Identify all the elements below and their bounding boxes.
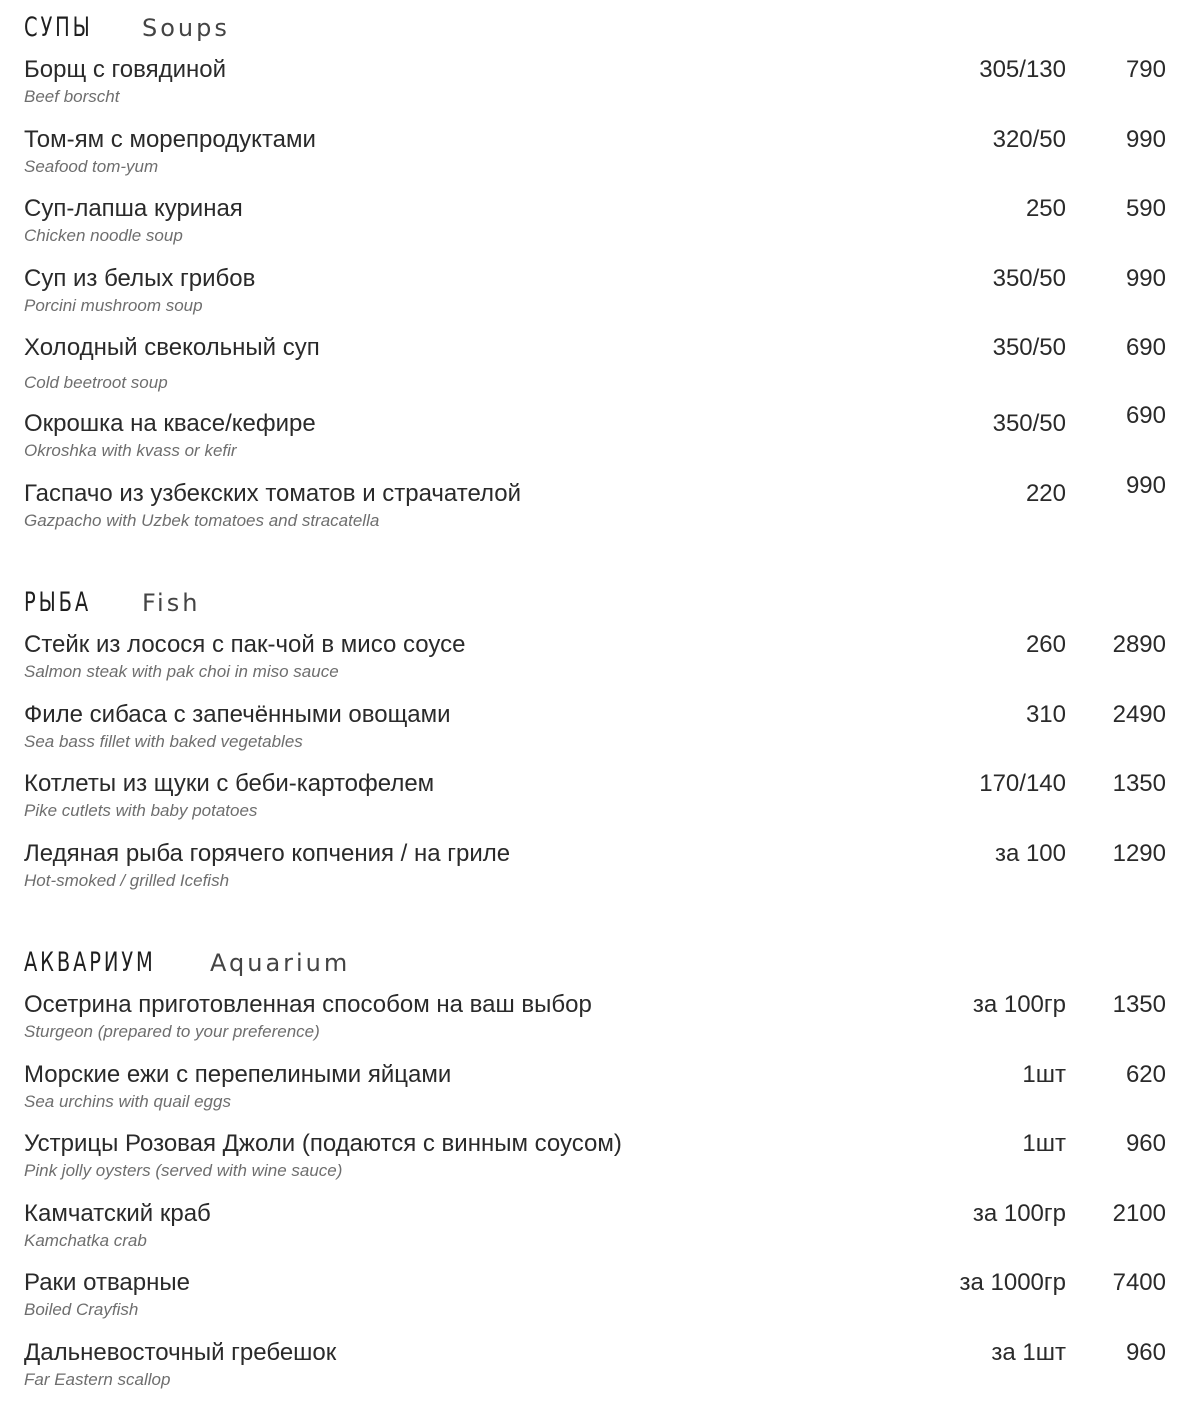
item-price: 990 xyxy=(1126,472,1166,500)
item-name: Борщ с говядиной xyxy=(24,56,226,84)
section-title-ru: СУПЫ xyxy=(24,12,109,43)
menu-item xyxy=(24,122,1166,192)
menu-items xyxy=(24,52,1166,545)
item-name: Котлеты из щуки с беби-картофелем xyxy=(24,770,434,798)
item-name: Суп из белых грибов xyxy=(24,265,255,293)
item-price: 2890 xyxy=(1113,631,1166,659)
item-english-name: Hot-smoked / grilled Icefish xyxy=(24,871,229,891)
section-title-ru: АКВАРИУМ xyxy=(24,947,158,978)
item-price: 7400 xyxy=(1113,1269,1166,1297)
item-name: Холодный свекольный суп xyxy=(24,334,320,362)
item-name: Дальневосточный гребешок xyxy=(24,1339,336,1367)
section-soups xyxy=(24,12,1166,545)
section-title-en: Soups xyxy=(142,14,230,42)
item-name: Осетрина приготовленная способом на ваш выбор xyxy=(24,991,592,1019)
item-weight: 220 xyxy=(1026,480,1066,508)
item-price: 990 xyxy=(1126,126,1166,154)
item-english-name: Pink jolly oysters (served with wine sauce) xyxy=(24,1161,342,1181)
item-name: Морские ежи с перепелиными яйцами xyxy=(24,1061,451,1089)
item-english-name: Beef borscht xyxy=(24,87,119,107)
item-english-name: Cold beetroot soup xyxy=(24,373,168,393)
item-weight: за 1000гр xyxy=(959,1269,1066,1297)
menu-items xyxy=(24,987,1166,1404)
item-english-name: Kamchatka crab xyxy=(24,1231,147,1251)
item-price: 690 xyxy=(1126,334,1166,362)
menu-item xyxy=(24,627,1166,697)
item-weight: 1шт xyxy=(1022,1061,1066,1089)
item-weight: 305/130 xyxy=(979,56,1066,84)
item-english-name: Sturgeon (prepared to your preference) xyxy=(24,1022,320,1042)
item-name: Окрошка на квасе/кефире xyxy=(24,410,316,438)
item-weight: за 100гр xyxy=(973,1200,1066,1228)
menu-item xyxy=(24,1335,1166,1404)
item-price: 590 xyxy=(1126,195,1166,223)
section-title-en: Fish xyxy=(142,589,200,617)
item-english-name: Pike cutlets with baby potatoes xyxy=(24,801,257,821)
item-price: 690 xyxy=(1126,402,1166,430)
item-name: Камчатский краб xyxy=(24,1200,211,1228)
section-header xyxy=(24,587,1166,627)
item-name: Филе сибаса с запечёнными овощами xyxy=(24,701,451,729)
item-price: 960 xyxy=(1126,1339,1166,1367)
menu-item xyxy=(24,330,1166,406)
item-name: Том-ям с морепродуктами xyxy=(24,126,316,154)
item-weight: за 1шт xyxy=(991,1339,1066,1367)
menu-item xyxy=(24,476,1166,546)
menu-item xyxy=(24,406,1166,476)
item-name: Ледяная рыба горячего копчения / на гриле xyxy=(24,840,510,868)
item-weight: за 100гр xyxy=(973,991,1066,1019)
menu-item xyxy=(24,1057,1166,1127)
item-price: 990 xyxy=(1126,265,1166,293)
item-weight: 320/50 xyxy=(993,126,1066,154)
item-weight: 310 xyxy=(1026,701,1066,729)
item-weight: 350/50 xyxy=(993,265,1066,293)
item-name: Раки отварные xyxy=(24,1269,190,1297)
item-english-name: Far Eastern scallop xyxy=(24,1370,170,1390)
menu-item xyxy=(24,191,1166,261)
item-english-name: Porcini mushroom soup xyxy=(24,296,203,316)
menu-page xyxy=(24,12,1166,1404)
item-name: Стейк из лосося с пак-чой в мисо соусе xyxy=(24,631,465,659)
item-price: 2490 xyxy=(1113,701,1166,729)
section-fish xyxy=(24,587,1166,905)
item-name: Гаспачо из узбекских томатов и страчателой xyxy=(24,480,521,508)
item-weight: 1шт xyxy=(1022,1130,1066,1158)
item-english-name: Sea urchins with quail eggs xyxy=(24,1092,231,1112)
item-weight: 170/140 xyxy=(979,770,1066,798)
item-price: 620 xyxy=(1126,1061,1166,1089)
menu-item xyxy=(24,261,1166,331)
item-english-name: Gazpacho with Uzbek tomatoes and stracatella xyxy=(24,511,379,531)
menu-item xyxy=(24,1265,1166,1335)
item-price: 1350 xyxy=(1113,770,1166,798)
item-price: 960 xyxy=(1126,1130,1166,1158)
menu-item xyxy=(24,1126,1166,1196)
item-weight: за 100 xyxy=(995,840,1066,868)
item-name: Суп-лапша куриная xyxy=(24,195,243,223)
menu-item xyxy=(24,836,1166,906)
menu-item xyxy=(24,697,1166,767)
item-english-name: Seafood tom-yum xyxy=(24,157,158,177)
item-weight: 350/50 xyxy=(993,334,1066,362)
item-english-name: Boiled Crayfish xyxy=(24,1300,138,1320)
section-aquarium xyxy=(24,947,1166,1404)
item-weight: 260 xyxy=(1026,631,1066,659)
menu-items xyxy=(24,627,1166,905)
item-english-name: Okroshka with kvass or kefir xyxy=(24,441,237,461)
item-price: 1350 xyxy=(1113,991,1166,1019)
item-price: 1290 xyxy=(1113,840,1166,868)
section-header xyxy=(24,947,1166,987)
menu-item xyxy=(24,766,1166,836)
menu-item xyxy=(24,52,1166,122)
item-weight: 250 xyxy=(1026,195,1066,223)
item-name: Устрицы Розовая Джоли (подаются с винным соусом) xyxy=(24,1130,622,1158)
item-weight: 350/50 xyxy=(993,410,1066,438)
section-header xyxy=(24,12,1166,52)
menu-item xyxy=(24,1196,1166,1266)
section-title-ru: РЫБА xyxy=(24,587,109,618)
item-price: 2100 xyxy=(1113,1200,1166,1228)
item-english-name: Chicken noodle soup xyxy=(24,226,183,246)
section-title-en: Aquarium xyxy=(210,949,350,977)
item-english-name: Salmon steak with pak choi in miso sauce xyxy=(24,662,339,682)
item-price: 790 xyxy=(1126,56,1166,84)
item-english-name: Sea bass fillet with baked vegetables xyxy=(24,732,303,752)
menu-item xyxy=(24,987,1166,1057)
